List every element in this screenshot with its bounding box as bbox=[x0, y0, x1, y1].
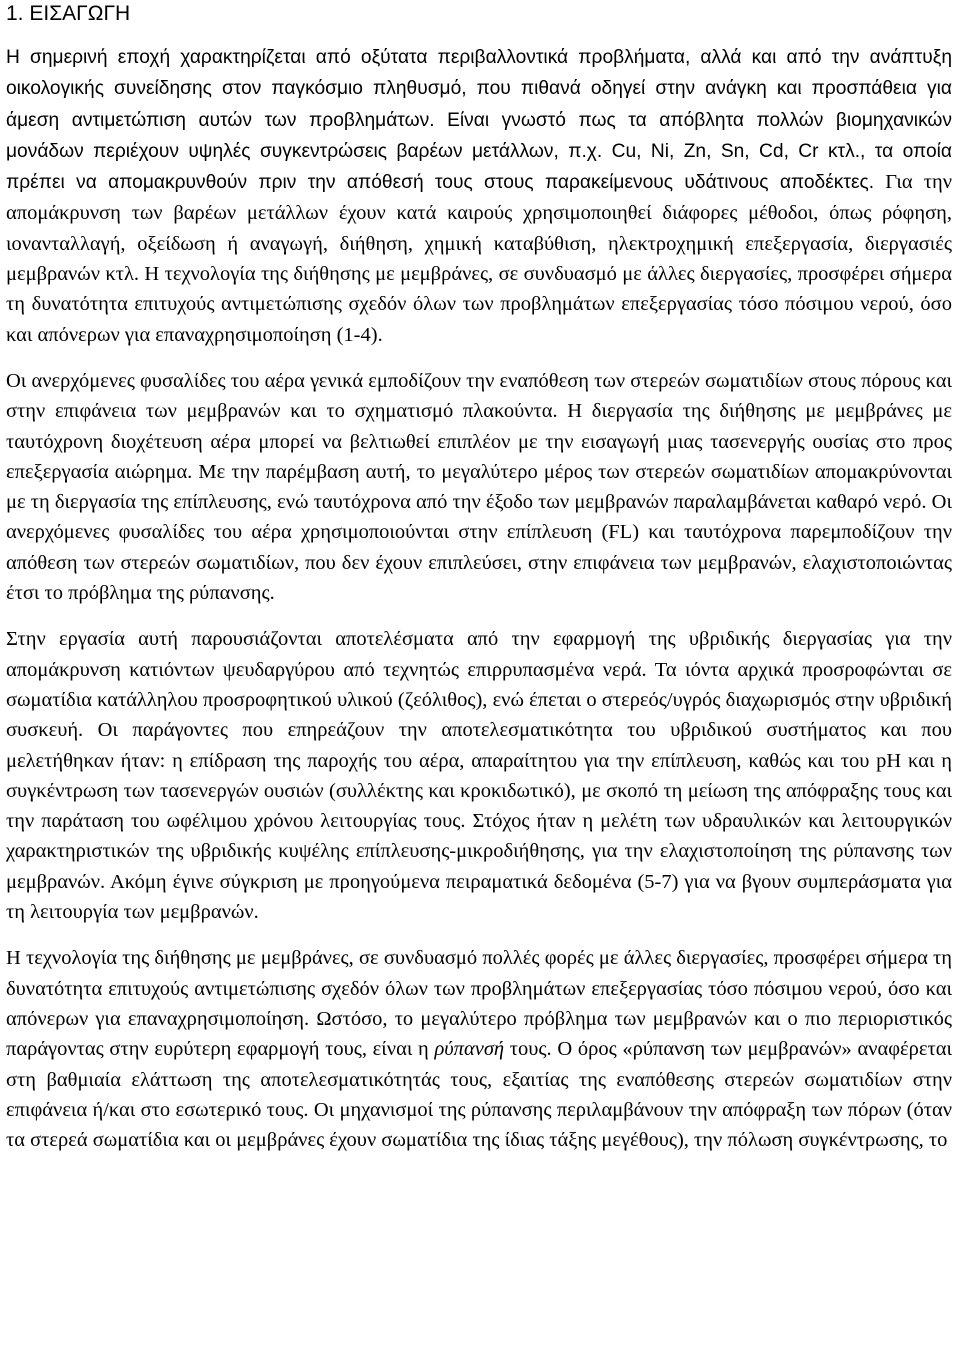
paragraph-membrane-fouling bbox=[6, 943, 952, 1155]
paragraph-intro-serif-part: Για την απομάκρυνση των βαρέων μετάλλων έχουν κατά καιρούς χρησιμοποιηθεί διάφορες μέθοδοι, όπως ρόφηση, ιονανταλλαγή, οξείδωση ή αναγωγή, διήθηση, χημική καταβύθιση, ηλεκτροχημική επεξεργασία, διεργασιές μεμβρανών κτλ. Η τεχνολογία της διήθησης με μεμβράνες, σε συνδυασμό με άλλες διεργασίες, προσφέρει σήμερα τη δυνατότητα επιτυχούς αντιμετώπισης σχεδόν όλων των προβλημάτων επεξεργασίας τόσο πόσιμου νερού, όσο και απόνερων για επαναχρησιμοποίηση (1-4). bbox=[6, 171, 952, 346]
paragraph-study: Στην εργασία αυτή παρουσιάζονται αποτελέσματα από την εφαρμογή της υβριδικής διεργασίας για την απομάκρυνση κατιόντων ψευδαργύρου από τεχνητώς επιρρυπασμένα νερά. Τα ιόντα αρχικά προσροφώνται σε σωματίδια κατάλληλου προσροφητικού υλικού (ζεόλιθος), ενώ έπεται ο στερεός/υγρός διαχωρισμός στην υβριδική συσκευή. Οι παράγοντες που επηρεάζουν την αποτελεσματικότητα του υβριδικού συστήματος και που μελετήθηκαν ήταν: η επίδραση της παροχής του αέρα, απαραίτητου για την επίπλευση, καθώς και του pH και η συγκέντρωση των τασενεργών ουσιών (συλλέκτης και κροκιδωτικό), με σκοπό τη μείωση της απόφραξης τους και την παράταση του ωφέλιμου χρόνου λειτουργίας τους. Στόχος ήταν η μελέτη των υδραυλικών και λειτουργικών χαρακτηριστικών της υβριδικής κυψέλης επίπλευσης-μικροδιήθησης, για την ελαχιστοποίηση της ρύπανσης των μεμβρανών. Ακόμη έγινε σύγκριση με προηγούμενα πειραματικά δεδομένα (5-7) για να βγουν συμπεράσματα για τη λειτουργία των μεμβρανών. bbox=[6, 628, 952, 924]
paragraph-intro bbox=[6, 42, 952, 350]
paragraph-bubbles: Οι ανερχόμενες φυσαλίδες του αέρα γενικά εμποδίζουν την εναπόθεση των στερεών σωματιδίων στους πόρους και στην επιφάνεια των μεμβρανών και το σχηματισμό πλακούντα. Η διεργασία της διήθησης με μεμβράνες με ταυτόχρονη διοχέτευση αέρα μπορεί να βελτιωθεί επιπλέον με την εισαγωγή μιας τασενεργής ουσίας στο προς επεξεργασία αιώρημα. Με την παρέμβαση αυτή, το μεγαλύτερο μέρος των στερεών σωματιδίων απομακρύνονται με τη διεργασία της επίπλευσης, ενώ ταυτόχρονα από την έξοδο των μεμβρανών παραλαμβάνεται καθαρό νερό. Οι ανερχόμενες φυσαλίδες του αέρα χρησιμοποιούνται στην επίπλευση (FL) και ταυτόχρονα παρεμποδίζουν την απόθεση των στερεών σωματιδίων, που δεν έχουν επιπλεύσει, στην επιφάνεια των μεμβρανών, ελαχιστοποιώντας έτσι το πρόβλημα της ρύπανσης. bbox=[6, 369, 952, 605]
document-page bbox=[6, 0, 952, 1171]
paragraph-fouling-emphasis: ρύπανσή bbox=[434, 1038, 505, 1061]
paragraph-fouling-pre: Η τεχνολογία της διήθησης με μεμβράνες, σε συνδυασμό πολλές φορές με άλλες διεργασίες, προσφέρει σήμερα τη δυνατότητα επιτυχούς αντιμετώπισης σχεδόν όλων των προβλημάτων επεξεργασίας τόσο πόσιμου νερού, όσο και απόνερων για επαναχρησιμοποίηση. Ωστόσο, το μεγαλύτερο πρόβλημα των μεμβρανών και ο πιο περιοριστικός παράγοντας στην ευρύτερη εφαρμογή τους, είναι η bbox=[6, 947, 952, 1061]
paragraph-intro-sans-part: Η σημερινή εποχή χαρακτηρίζεται από οξύτατα περιβαλλοντικά προβλήματα, αλλά και από την ανάπτυξη οικολογικής συνείδησης στον παγκόσμιο πληθυσμό, που πιθανά οδηγεί στην ανάγκη και προσπάθεια για άμεση αντιμετώπιση αυτών των προβλημάτων. Είναι γνωστό πως τα απόβλητα πολλών βιομηχανικών μονάδων περιέχουν υψηλές συγκεντρώσεις βαρέων μετάλλων, π.χ. Cu, Ni, Zn, Sn, Cd, Cr κτλ., τα οποία πρέπει να απομακρυνθούν πριν την απόθεσή τους στους παρακείμενους υδάτινους αποδέκτες. bbox=[6, 47, 952, 194]
section-heading: 1. ΕΙΣΑΓΩΓΗ bbox=[6, 2, 131, 25]
paragraph-fouling-post: τους. Ο όρος «ρύπανση των μεμβρανών» αναφέρεται στη βαθμιαία ελάττωση της αποτελεσματικότητάς τους, εξαιτίας της εναπόθεσης στερεών σωματιδίων στην επιφάνεια ή/και στο εσωτερικό τους. Οι μηχανισμοί της ρύπανσης περιλαμβάνουν την απόφραξη των πόρων (όταν τα στερεά σωματίδια και οι μεμβράνες έχουν σωματίδια της ίδιας τάξης μεγέθους), την πόλωση συγκέντρωσης, το bbox=[6, 1038, 952, 1152]
